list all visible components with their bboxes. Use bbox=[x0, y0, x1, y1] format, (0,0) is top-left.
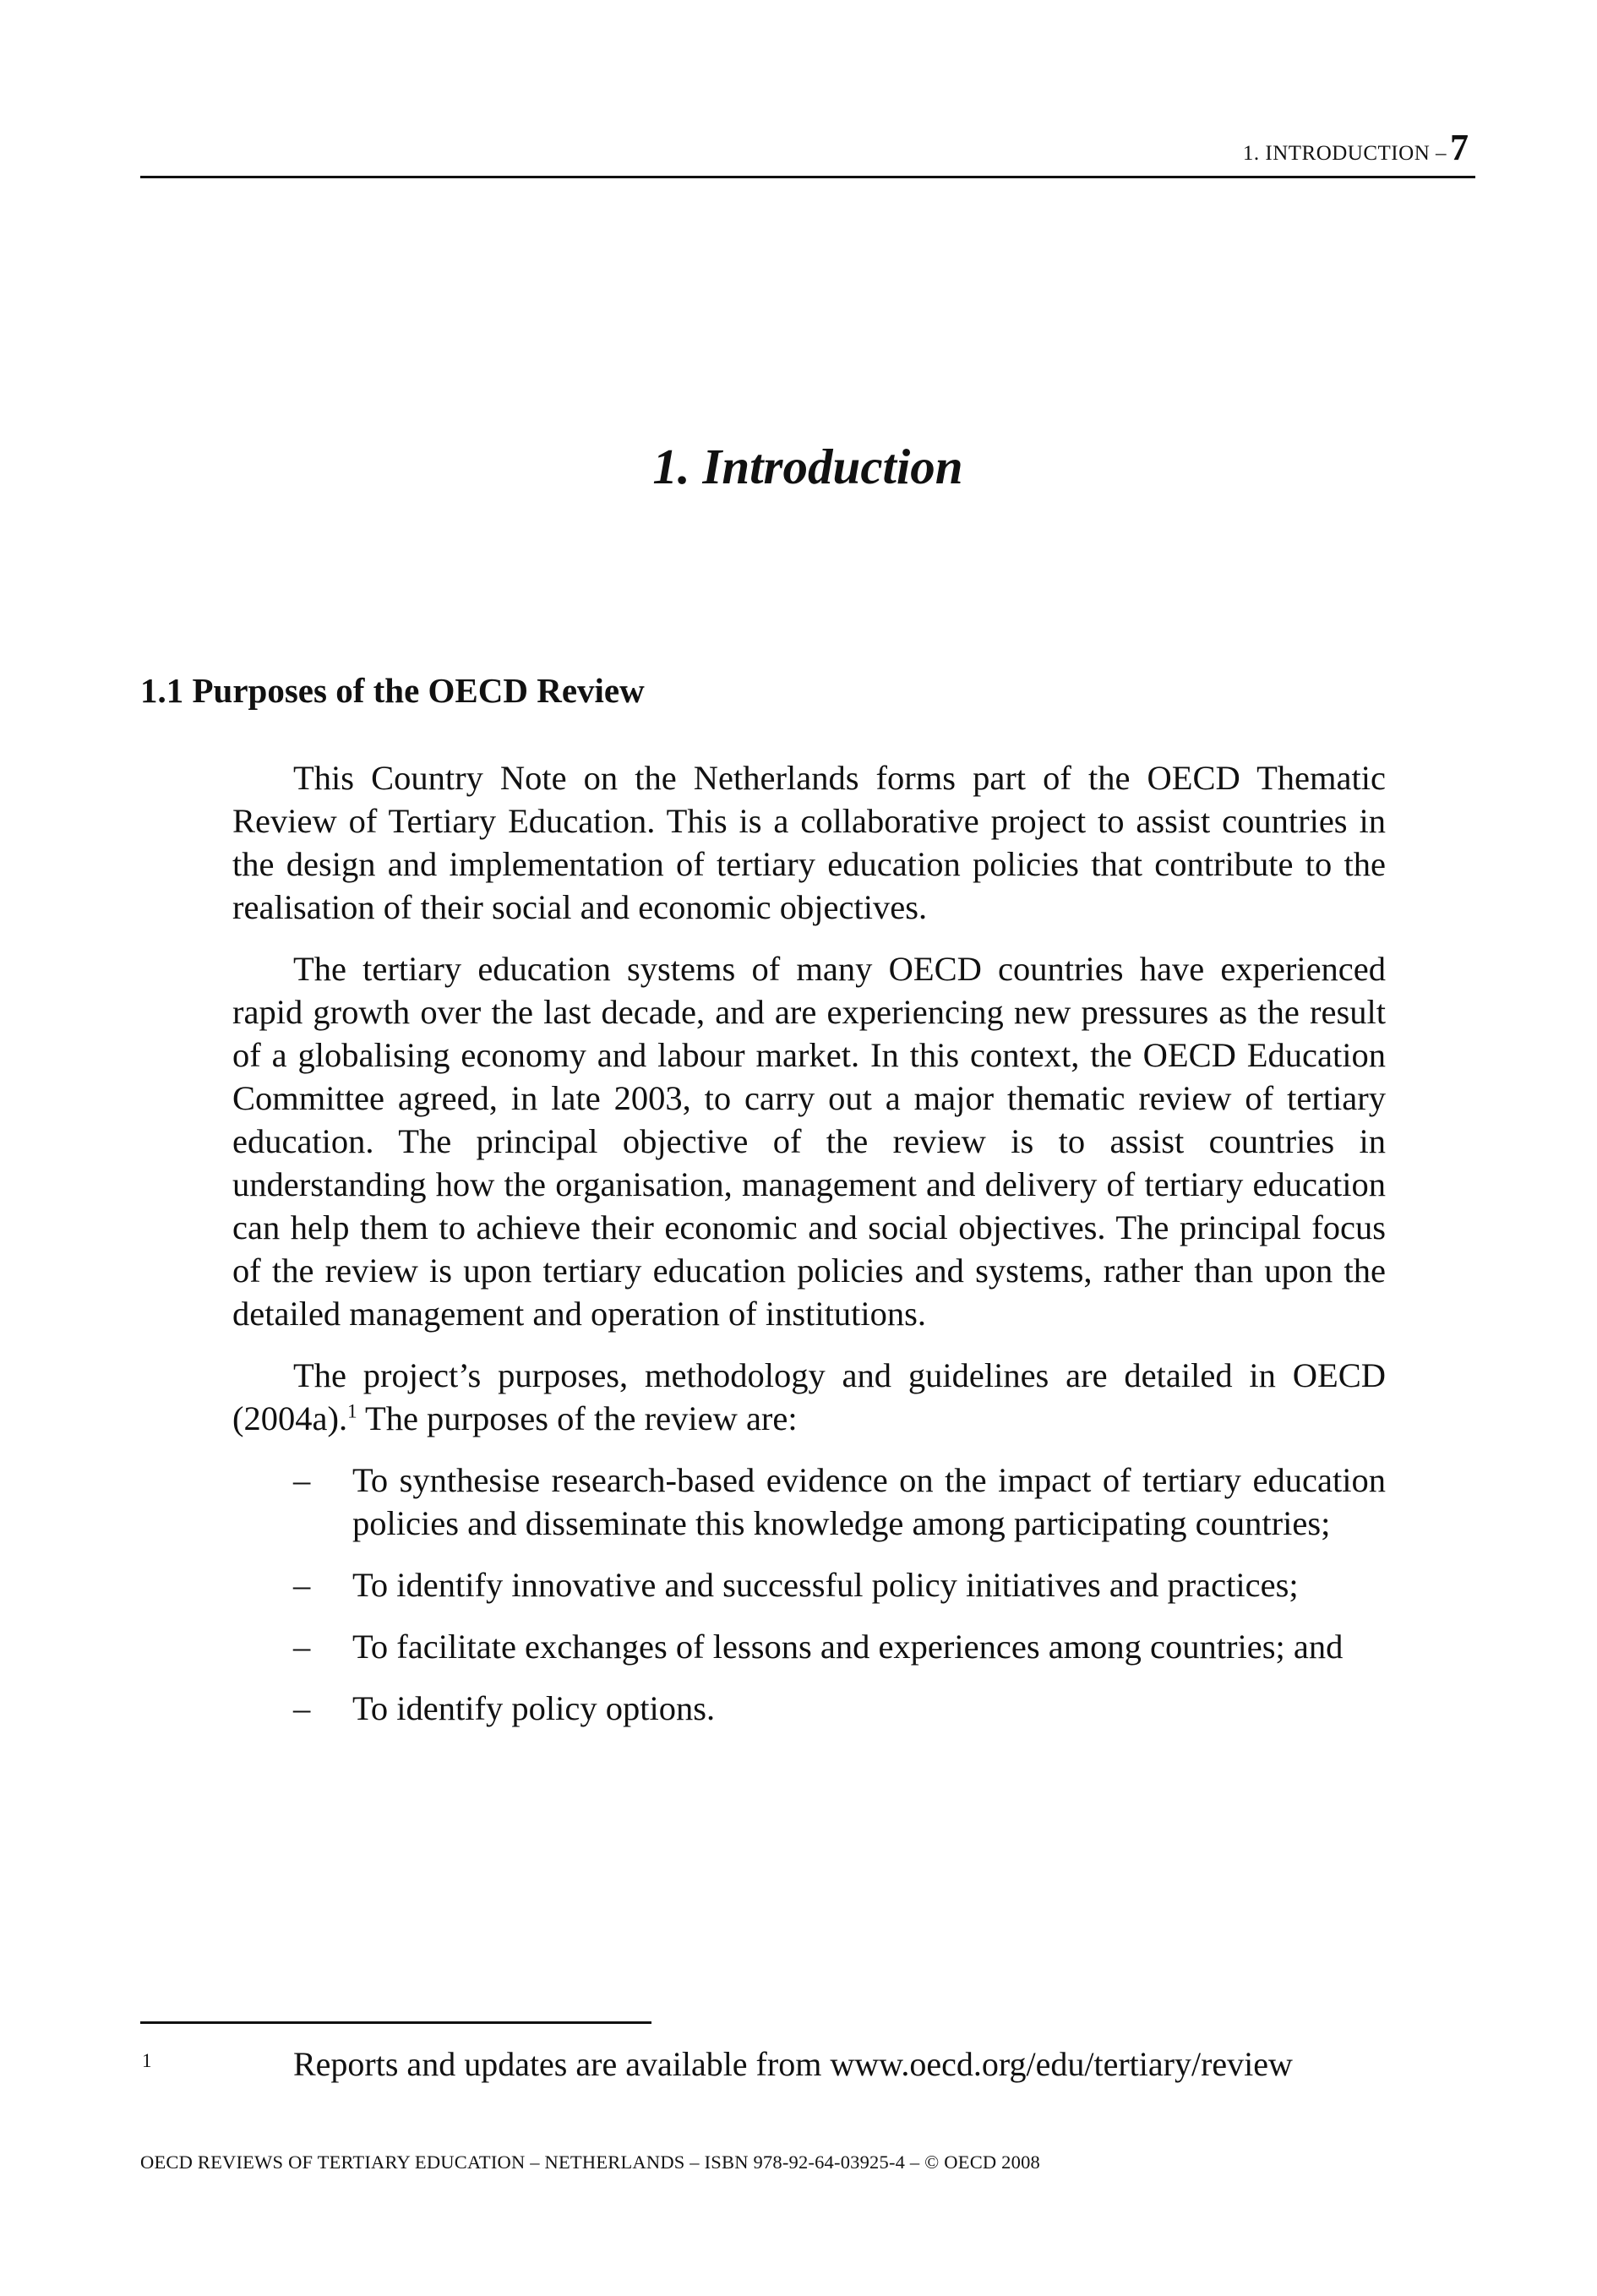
purposes-intro-tail: The purposes of the review are: bbox=[357, 1399, 798, 1437]
purposes-list bbox=[232, 1459, 1386, 1730]
paragraph-2: The tertiary education systems of many OECD countries have experienced rapid growth over the last decade, and are experiencing new pressures as the result of a globalising economy and labour market. In this context, the OECD Education Committee agreed, in late 2003, to carry out a major thematic review of tertiary education. The principal objective of the review is to assist countries in understanding how the organisation, management and delivery of tertiary education can help them to achieve their economic and social objectives. The principal focus of the review is upon tertiary education policies and systems, rather than upon the detailed management and operation of institutions. bbox=[232, 950, 1386, 1333]
list-item-text: To synthesise research-based evidence on the impact of tertiary education policies and disseminate this knowledge among participating countries; bbox=[352, 1461, 1386, 1542]
page-number: 7 bbox=[1450, 127, 1469, 168]
list-item-text: To identify innovative and successful policy initiatives and practices; bbox=[352, 1566, 1299, 1604]
paragraph-3 bbox=[232, 1354, 1386, 1440]
footnote-text: Reports and updates are available from www.oecd.org/edu/tertiary/review bbox=[293, 2045, 1293, 2083]
list-item bbox=[232, 1625, 1386, 1668]
footnote bbox=[140, 2043, 1408, 2086]
running-header bbox=[140, 127, 1475, 178]
list-item bbox=[232, 1459, 1386, 1545]
header-label: 1. INTRODUCTION – bbox=[1242, 142, 1447, 165]
running-footer: OECD REVIEWS OF TERTIARY EDUCATION – NETHERLANDS – ISBN 978-92-64-03925-4 – © OECD 2008 bbox=[140, 2151, 1040, 2173]
chapter-title: 1. Introduction bbox=[652, 439, 963, 494]
list-item-text: To facilitate exchanges of lessons and experiences among countries; and bbox=[352, 1628, 1344, 1666]
list-item bbox=[232, 1563, 1386, 1606]
body-text bbox=[232, 756, 1386, 1748]
header-line bbox=[1243, 126, 1469, 169]
bullet-dash: – bbox=[293, 1628, 311, 1666]
list-item-text: To identify policy options. bbox=[352, 1689, 716, 1727]
bullet-dash: – bbox=[293, 1566, 311, 1604]
paragraph-1: This Country Note on the Netherlands forms part of the OECD Thematic Review of Tertiary Education. This is a collaborative project to assist countries in the design and implementation of tertiary education policies that contribute to the realisation of their social and economic objectives. bbox=[232, 759, 1386, 926]
bullet-dash: – bbox=[293, 1461, 311, 1499]
footnote-reference[interactable]: 1 bbox=[347, 1400, 357, 1422]
purposes-intro-text: The project’s purposes, methodology and guidelines are detailed in OECD (2004a). bbox=[232, 1356, 1386, 1437]
footnote-divider bbox=[140, 2021, 651, 2024]
section-heading: 1.1 Purposes of the OECD Review bbox=[140, 671, 645, 710]
list-item bbox=[232, 1687, 1386, 1730]
bullet-dash: – bbox=[293, 1689, 311, 1727]
footnote-marker: 1 bbox=[142, 2050, 152, 2071]
